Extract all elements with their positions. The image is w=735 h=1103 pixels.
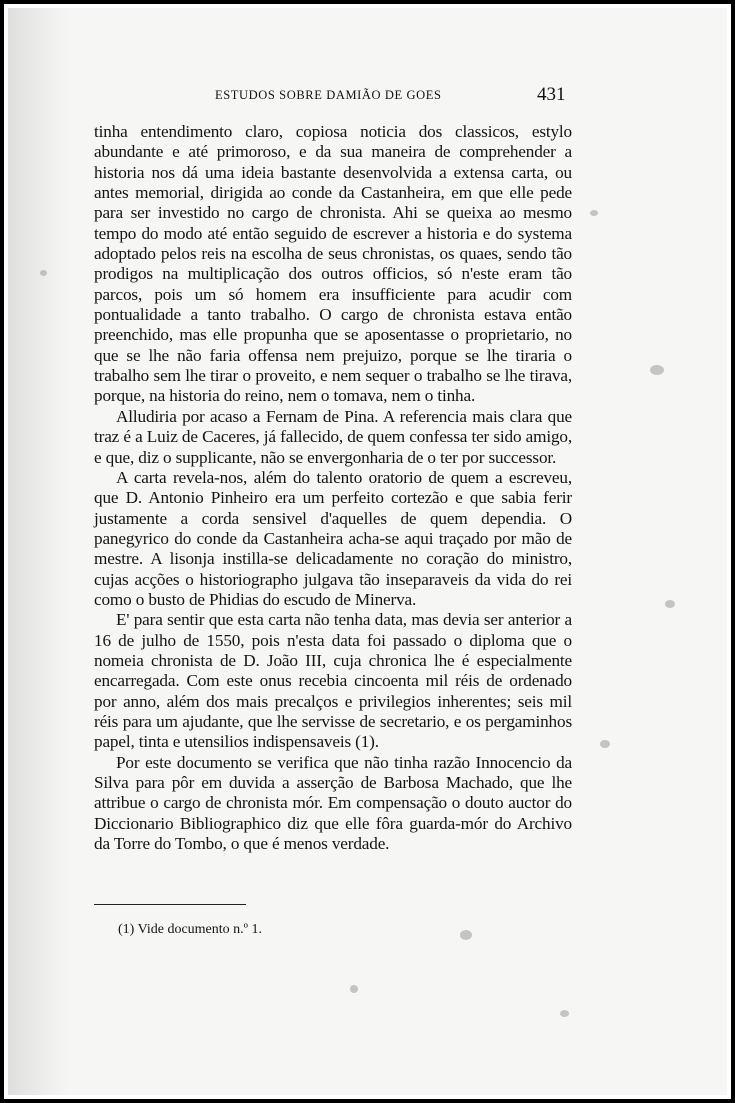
paragraph-5: Por este documento se verifica que não tinha razão Innocencio da Silva para pôr em duvida a asserção de Barbosa Machado, que lhe attribue o cargo de chronista mór. Em compensação o douto auctor do Diccionario Bibliographico diz que elle fôra guarda-mór do Archivo da Torre do Tombo, o que é menos verdade. [94,752,572,854]
foxing-speck [40,270,47,276]
page-header [0,84,735,110]
paragraph-2: Alludiria por acaso a Fernam de Pina. A referencia mais clara que traz é a Luiz de Caceres, já fallecido, de quem confessa ter sido amigo, e que, diz o supplicante, não se envergonharia de o ter por successor. [94,406,572,467]
main-text [94,122,572,854]
footnote-rule [94,904,246,905]
foxing-speck [665,600,675,608]
foxing-speck [560,1010,569,1017]
paragraph-4: E' para sentir que esta carta não tenha data, mas devia ser anterior a 16 de julho de 1550, pois n'esta data foi passado o diploma que o nomeia chronista de D. João III, cuja chronica lhe é especialmente encarregada. Com este onus recebia cincoenta mil réis de ordenado por anno, além dos mais precalços e privilegios inherentes; seis mil réis para um ajudante, que lhe servisse de secretario, e os pergaminhos papel, tinta e utensilios indispensaveis (1). [94,610,572,752]
foxing-speck [600,740,610,748]
foxing-speck [460,930,472,940]
foxing-speck [590,210,598,216]
running-title: ESTUDOS SOBRE DAMIÃO DE GOES [215,88,442,102]
footnote: (1) Vide documento n.º 1. [118,922,262,937]
paragraph-1: tinha entendimento claro, copiosa noticia dos classicos, estylo abundante e até primoroso, e da sua maneira de comprehender a historia nos dá uma ideia bastante desenvolvida a extensa carta, ou antes memorial, dirigida ao conde da Castanheira, em que elle pede para ser investido no cargo de chronista. Ahi se queixa ao mesmo tempo do modo até então seguido de escrever a historia e do systema adoptado pelos reis na escolha de seus chronistas, os quaes, sendo tão prodigos na multiplicação dos outros officios, só n'este eram tão parcos, pois um só homem era insufficiente para acudir com pontualidade a tanto trabalho. O cargo de chronista estava então preenchido, mas elle propunha que se aposentasse o proprietario, no que se lhe não faria offensa nem prejuizo, porque se lhe tiraria o trabalho sem lhe tirar o proveito, e nem sequer o trabalho se lhe tirava, porque, na historia do reino, nem o tomava, nem o tinha. [94,122,572,406]
foxing-speck [650,365,664,375]
foxing-speck [350,985,358,993]
paragraph-3: A carta revela-nos, além do talento oratorio de quem a escreveu, que D. Antonio Pinheiro era um perfeito cortezão e que sabia ferir justamente a corda sensivel d'aquelles de quem dependia. O panegyrico do conde da Castanheira acha-se aqui traçado por mão de mestre. A lisonja instilla-se delicadamente no coração do ministro, cujas acções o historiographo julgava tão inseparaveis da vida do rei como o busto de Phidias do escudo de Minerva. [94,467,572,609]
page-gutter-shadow [8,8,68,1095]
page-number: 431 [537,84,566,105]
